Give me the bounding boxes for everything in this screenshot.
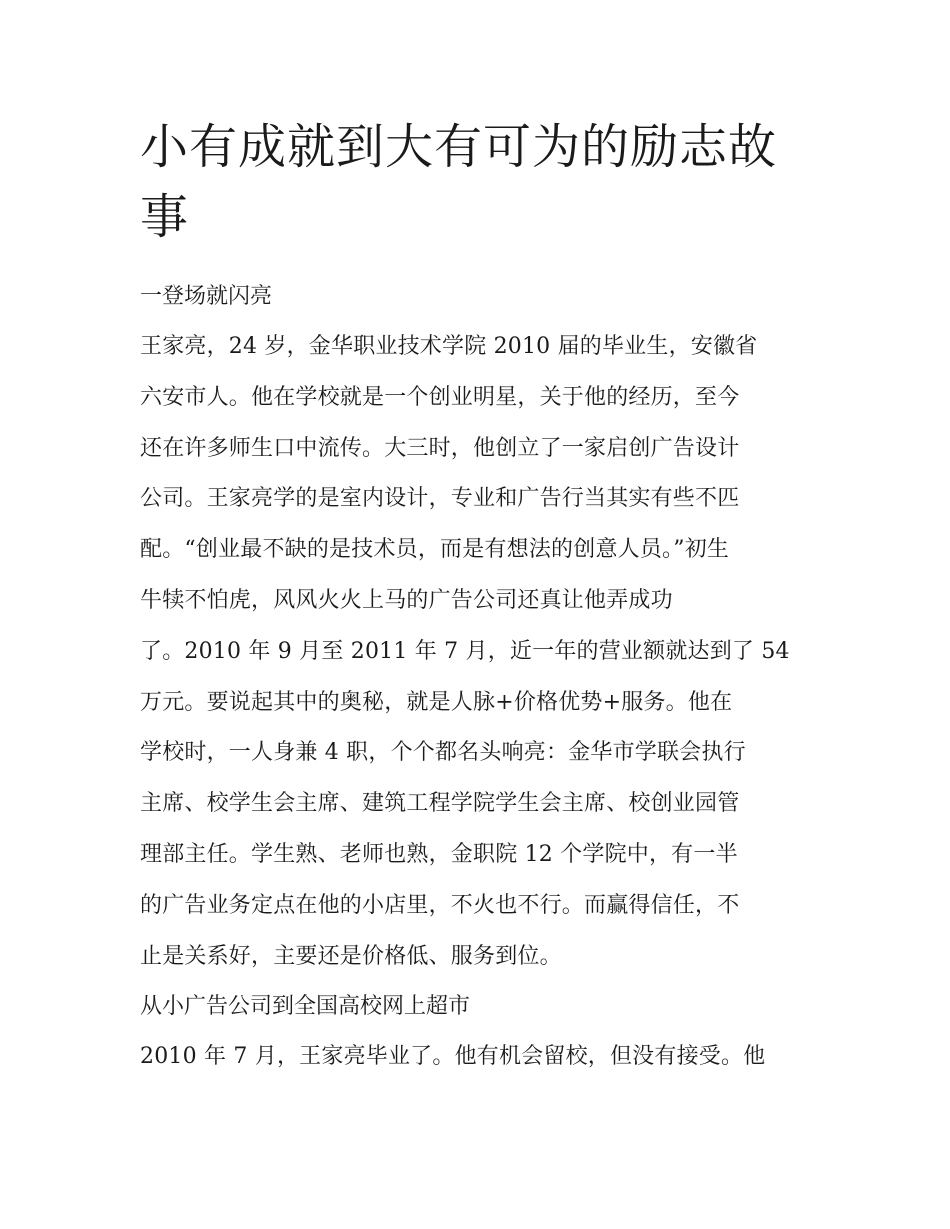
paragraph-line: 配。“创业最不缺的是技术员，而是有想法的创意人员。”初生 xyxy=(140,537,730,563)
paragraph-line: 牛犊不怕虎，风风火火上马的广告公司还真让他弄成功 xyxy=(140,587,673,613)
document-title: 小有成就到大有可为的励志故 事 xyxy=(140,119,778,245)
paragraph-line: 学校时，一人身兼 4 职，个个都名头响亮：金华市学联会执行 xyxy=(140,740,746,766)
section-heading: 从小广告公司到全国高校网上超市 xyxy=(140,994,471,1020)
paragraph-line: 还在许多师生口中流传。大三时，他创立了一家启创广告设计 xyxy=(140,435,740,461)
paragraph-line: 王家亮，24 岁，金华职业技术学院 2010 届的毕业生，安徽省 xyxy=(140,334,758,359)
paragraph-line: 公司。王家亮学的是室内设计，专业和广告行当其实有些不匹 xyxy=(140,486,740,512)
paragraph-line: 六安市人。他在学校就是一个创业明星，关于他的经历，至今 xyxy=(140,384,740,410)
paragraph-line: 理部主任。学生熟、老师也熟，金职院 12 个学院中，有一半 xyxy=(140,841,738,867)
paragraph-line: 了。2010 年 9 月至 2011 年 7 月，近一年的营业额就达到了 54 xyxy=(140,638,790,664)
paragraph-line: 的广告业务定点在他的小店里，不火也不行。而赢得信任，不 xyxy=(140,892,740,918)
paragraph-line: 主席、校学生会主席、建筑工程学院学生会主席、校创业园管 xyxy=(140,791,740,817)
section-1 xyxy=(140,272,812,982)
paragraph-line: 止是关系好，主要还是价格低、服务到位。 xyxy=(140,943,562,969)
paragraph-line: 2010 年 7 月，王家亮毕业了。他有机会留校，但没有接受。他 xyxy=(140,1044,766,1070)
section-heading: 一登场就闪亮 xyxy=(140,284,273,309)
section-2 xyxy=(140,982,812,1083)
document-page xyxy=(140,112,812,1083)
paragraph-line: 万元。要说起其中的奥秘，就是人脉+价格优势+服务。他在 xyxy=(140,689,733,715)
